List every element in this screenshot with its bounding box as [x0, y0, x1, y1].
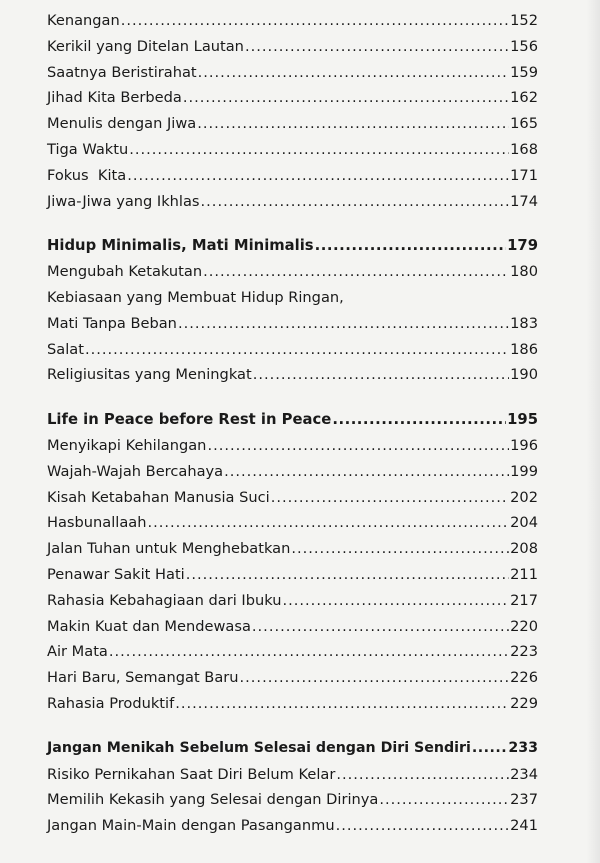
entry-title: Rahasia Produktif	[47, 694, 175, 712]
toc-entry	[47, 259, 538, 285]
entry-page: 174	[510, 192, 538, 210]
entry-title: Kenangan	[47, 12, 120, 29]
leader-dots	[186, 562, 509, 588]
leader-dots	[109, 639, 509, 665]
toc-entry	[47, 813, 538, 839]
toc-entry	[47, 8, 538, 34]
entry-page: 211	[510, 565, 538, 583]
entry-title: Tiga Waktu	[47, 140, 129, 158]
heading-page: 233	[508, 739, 538, 756]
toc-entry	[47, 34, 538, 60]
entry-title: Jihad Kita Berbeda	[47, 89, 182, 107]
leader-dots	[336, 762, 509, 788]
heading-title: Life in Peace before Rest in Peace	[47, 411, 332, 429]
entry-title: Kebiasaan yang Membuat Hidup Ringan,	[47, 288, 344, 306]
entry-page: 180	[510, 263, 538, 281]
toc-entry	[47, 510, 538, 536]
entry-page: 234	[510, 765, 538, 783]
leader-dots	[85, 337, 509, 363]
toc-entry	[47, 665, 538, 691]
entry-title: Air Mata	[47, 643, 108, 661]
leader-dots	[175, 691, 509, 717]
leader-dots	[198, 60, 510, 86]
leader-dots	[147, 510, 509, 536]
entry-title: Fokus Kita	[47, 166, 127, 184]
entry-title: Kisah Ketabahan Manusia Suci	[47, 488, 270, 506]
section-heading	[47, 233, 538, 259]
leader-dots	[121, 8, 509, 34]
leader-dots	[224, 459, 509, 485]
toc-entry	[47, 588, 538, 614]
leader-dots	[282, 588, 509, 614]
entry-page: 156	[510, 37, 538, 55]
toc-entry	[47, 137, 538, 163]
toc-entry	[47, 485, 538, 511]
entry-title: Penawar Sakit Hati	[47, 565, 185, 583]
toc-entry	[47, 362, 538, 388]
section-heading	[47, 407, 538, 433]
toc-entry	[47, 60, 538, 86]
leader-dots	[203, 259, 509, 285]
leader-dots	[379, 787, 509, 813]
entry-page: 162	[510, 89, 538, 107]
toc-entry	[47, 189, 538, 215]
entry-title: Hari Baru, Semangat Baru	[47, 669, 239, 687]
entry-page: 165	[510, 115, 538, 133]
leader-dots	[253, 362, 509, 388]
toc-entry	[47, 337, 538, 363]
leader-dots	[291, 536, 509, 562]
entry-title: Risiko Pernikahan Saat Diri Belum Kelar	[47, 765, 336, 783]
entry-page: 217	[510, 591, 538, 609]
toc-section-3	[47, 407, 538, 717]
toc-entry	[47, 614, 538, 640]
toc-entry-continued	[47, 285, 538, 311]
entry-title: Jalan Tuhan untuk Menghebatkan	[47, 540, 291, 558]
leader-dots	[197, 111, 509, 137]
leader-dots	[207, 433, 509, 459]
section-heading	[47, 736, 538, 762]
entry-title: Religiusitas yang Meningkat	[47, 366, 252, 384]
entry-title: Mengubah Ketakutan	[47, 263, 203, 281]
toc-entry	[47, 311, 538, 337]
toc-entry	[47, 536, 538, 562]
toc-entry	[47, 691, 538, 717]
entry-title: Makin Kuat dan Mendewasa	[47, 617, 251, 635]
entry-page: 152	[510, 12, 538, 29]
entry-title: Memilih Kekasih yang Selesai dengan Dirinya	[47, 791, 379, 809]
leader-dots	[336, 813, 510, 839]
entry-page: 196	[510, 436, 538, 454]
leader-dots	[178, 311, 509, 337]
toc-entry	[47, 762, 538, 788]
entry-page: 220	[510, 617, 538, 635]
leader-dots	[252, 614, 509, 640]
leader-dots	[129, 137, 509, 163]
entry-page: 190	[510, 366, 538, 384]
entry-title: Wajah-Wajah Bercahaya	[47, 462, 224, 480]
entry-title: Salat	[47, 340, 84, 358]
toc-entry	[47, 639, 538, 665]
entry-page: 208	[510, 540, 538, 558]
toc-entry	[47, 111, 538, 137]
heading-title: Hidup Minimalis, Mati Minimalis	[47, 237, 314, 255]
leader-dots	[315, 233, 506, 259]
page-edge-shadow	[586, 0, 600, 863]
leader-dots	[183, 85, 509, 111]
entry-page: 202	[510, 488, 538, 506]
toc-entry	[47, 163, 538, 189]
leader-dots	[240, 665, 510, 691]
entry-title: Hasbunallaah	[47, 514, 147, 532]
entry-page: 159	[510, 63, 538, 81]
entry-page: 186	[510, 340, 538, 358]
toc-entry	[47, 562, 538, 588]
toc-entry	[47, 787, 538, 813]
heading-page: 179	[507, 237, 538, 255]
heading-page: 195	[507, 411, 538, 429]
leader-dots	[472, 736, 508, 762]
entry-page: 199	[510, 462, 538, 480]
entry-page: 183	[510, 314, 538, 332]
entry-page: 229	[510, 694, 538, 712]
entry-page: 171	[510, 166, 538, 184]
leader-dots	[332, 407, 506, 433]
toc-entry	[47, 85, 538, 111]
heading-title: Jangan Menikah Sebelum Selesai dengan Diri Sendiri	[47, 739, 471, 756]
entry-title: Saatnya Beristirahat	[47, 63, 197, 81]
leader-dots	[245, 34, 509, 60]
toc-entry	[47, 459, 538, 485]
toc-section-2	[47, 233, 538, 388]
entry-page: 168	[510, 140, 538, 158]
leader-dots	[127, 163, 509, 189]
toc-section-1	[47, 8, 538, 214]
entry-page: 241	[510, 817, 538, 835]
entry-title: Jiwa-Jiwa yang Ikhlas	[47, 192, 200, 210]
leader-dots	[201, 189, 510, 215]
leader-dots	[271, 485, 509, 511]
toc-section-4	[47, 736, 538, 839]
entry-title: Menyikapi Kehilangan	[47, 436, 207, 454]
entry-title: Jangan Main-Main dengan Pasanganmu	[47, 817, 335, 835]
toc-entry	[47, 433, 538, 459]
entry-page: 223	[510, 643, 538, 661]
entry-title: Menulis dengan Jiwa	[47, 115, 197, 133]
table-of-contents	[47, 8, 538, 839]
entry-title: Kerikil yang Ditelan Lautan	[47, 37, 244, 55]
entry-page: 204	[510, 514, 538, 532]
entry-page: 237	[510, 791, 538, 809]
entry-page: 226	[510, 669, 538, 687]
entry-title: Rahasia Kebahagiaan dari Ibuku	[47, 591, 282, 609]
entry-title: Mati Tanpa Beban	[47, 314, 177, 332]
